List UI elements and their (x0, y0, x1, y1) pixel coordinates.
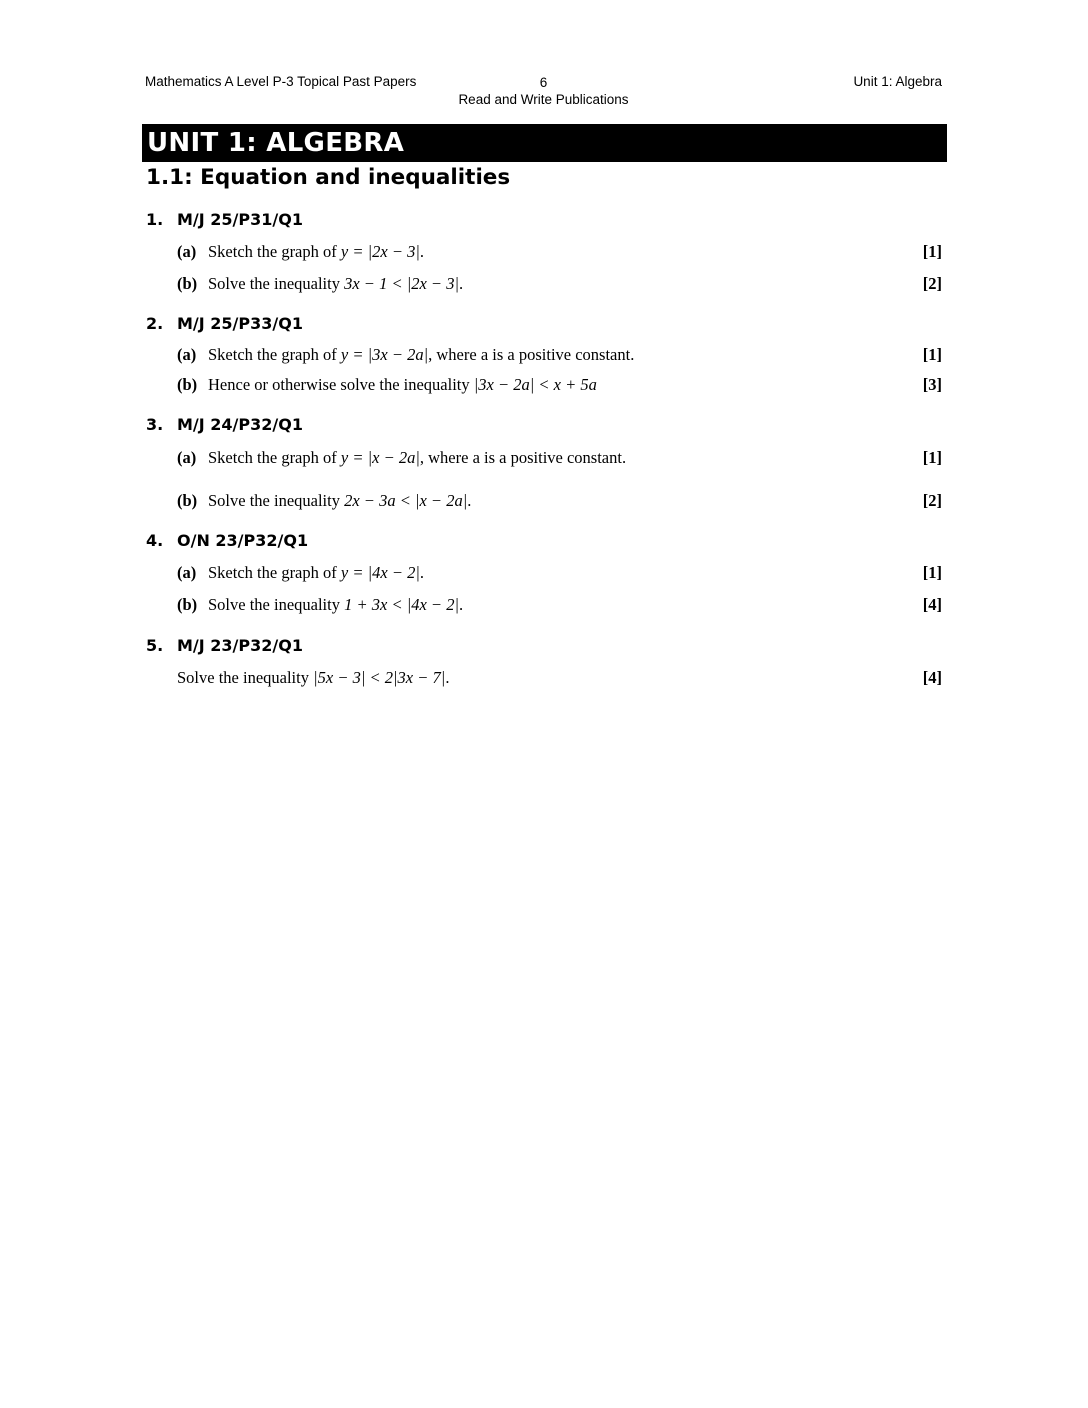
part-math: y = |x − 2a| (340, 448, 420, 467)
question-part (177, 593, 942, 617)
part-text-after: . (419, 242, 425, 261)
part-text: Solve the inequality (208, 274, 345, 293)
part-marks: [1] (922, 345, 942, 364)
question-part (177, 561, 942, 585)
part-math: 2x − 3a < |x − 2a| (344, 491, 468, 510)
question-part (177, 489, 942, 513)
question-part (177, 373, 942, 397)
part-text-after: . (458, 595, 464, 614)
unit-title-bar: UNIT 1: ALGEBRA (142, 124, 947, 162)
question-heading (146, 415, 303, 434)
part-text-after: . (458, 274, 464, 293)
part-text-after: , where a is a positive constant. (428, 345, 635, 364)
question-reference: O/N 23/P32/Q1 (177, 531, 309, 550)
part-label: (a) (177, 448, 197, 467)
question-part (177, 343, 942, 367)
part-label: (a) (177, 242, 197, 261)
part-label: (a) (177, 345, 197, 364)
part-text: Solve the inequality (208, 491, 345, 510)
question-reference: M/J 23/P32/Q1 (177, 636, 303, 655)
page-header (145, 74, 942, 114)
question-reference: M/J 25/P31/Q1 (177, 210, 303, 229)
part-marks: [4] (922, 595, 942, 614)
question-heading (146, 210, 303, 229)
question-heading (146, 531, 308, 550)
publisher-name: Read and Write Publications (458, 92, 629, 107)
part-label: (b) (177, 491, 198, 510)
header-center (145, 74, 942, 108)
part-text: Sketch the graph of (208, 563, 341, 582)
part-label: (a) (177, 563, 197, 582)
part-marks: [1] (922, 242, 942, 261)
part-marks: [1] (922, 563, 942, 582)
question-number: 4. (146, 531, 164, 550)
part-text: Solve the inequality (208, 595, 345, 614)
part-text: Sketch the graph of (208, 345, 341, 364)
section-title: 1.1: Equation and inequalities (146, 165, 511, 190)
part-marks: [3] (922, 375, 942, 394)
part-label: (b) (177, 274, 198, 293)
part-text-after: . (419, 563, 425, 582)
part-text: Sketch the graph of (208, 448, 341, 467)
part-marks: [2] (922, 491, 942, 510)
question-heading (146, 314, 303, 333)
part-marks: [2] (922, 274, 942, 293)
part-text: Solve the inequality (177, 668, 314, 687)
header-unit-name: Unit 1: Algebra (853, 74, 942, 89)
part-text-after: . (445, 668, 450, 687)
question-part (177, 666, 942, 690)
part-marks: [1] (922, 448, 942, 467)
question-number: 1. (146, 210, 164, 229)
question-reference: M/J 25/P33/Q1 (177, 314, 303, 333)
part-text-after: , where a is a positive constant. (419, 448, 627, 467)
part-math: y = |4x − 2| (340, 563, 420, 582)
header-book-title: Mathematics A Level P-3 Topical Past Papers (145, 74, 417, 89)
part-math: 1 + 3x < |4x − 2| (344, 595, 459, 614)
question-reference: M/J 24/P32/Q1 (177, 415, 303, 434)
part-math: |3x − 2a| < x + 5a (473, 375, 597, 394)
question-part (177, 240, 942, 264)
part-label: (b) (177, 375, 198, 394)
question-number: 3. (146, 415, 164, 434)
question-number: 2. (146, 314, 164, 333)
part-math: |5x − 3| < 2|3x − 7| (313, 668, 446, 687)
part-text: Sketch the graph of (208, 242, 341, 261)
part-label: (b) (177, 595, 198, 614)
question-part (177, 272, 942, 296)
page-number: 6 (539, 75, 548, 90)
part-text-after: . (467, 491, 472, 510)
part-math: y = |2x − 3| (340, 242, 420, 261)
part-math: y = |3x − 2a| (340, 345, 429, 364)
part-math: 3x − 1 < |2x − 3| (344, 274, 459, 293)
question-part (177, 446, 942, 470)
question-heading (146, 636, 303, 655)
part-text: Hence or otherwise solve the inequality (208, 375, 474, 394)
question-number: 5. (146, 636, 164, 655)
part-marks: [4] (922, 668, 942, 687)
